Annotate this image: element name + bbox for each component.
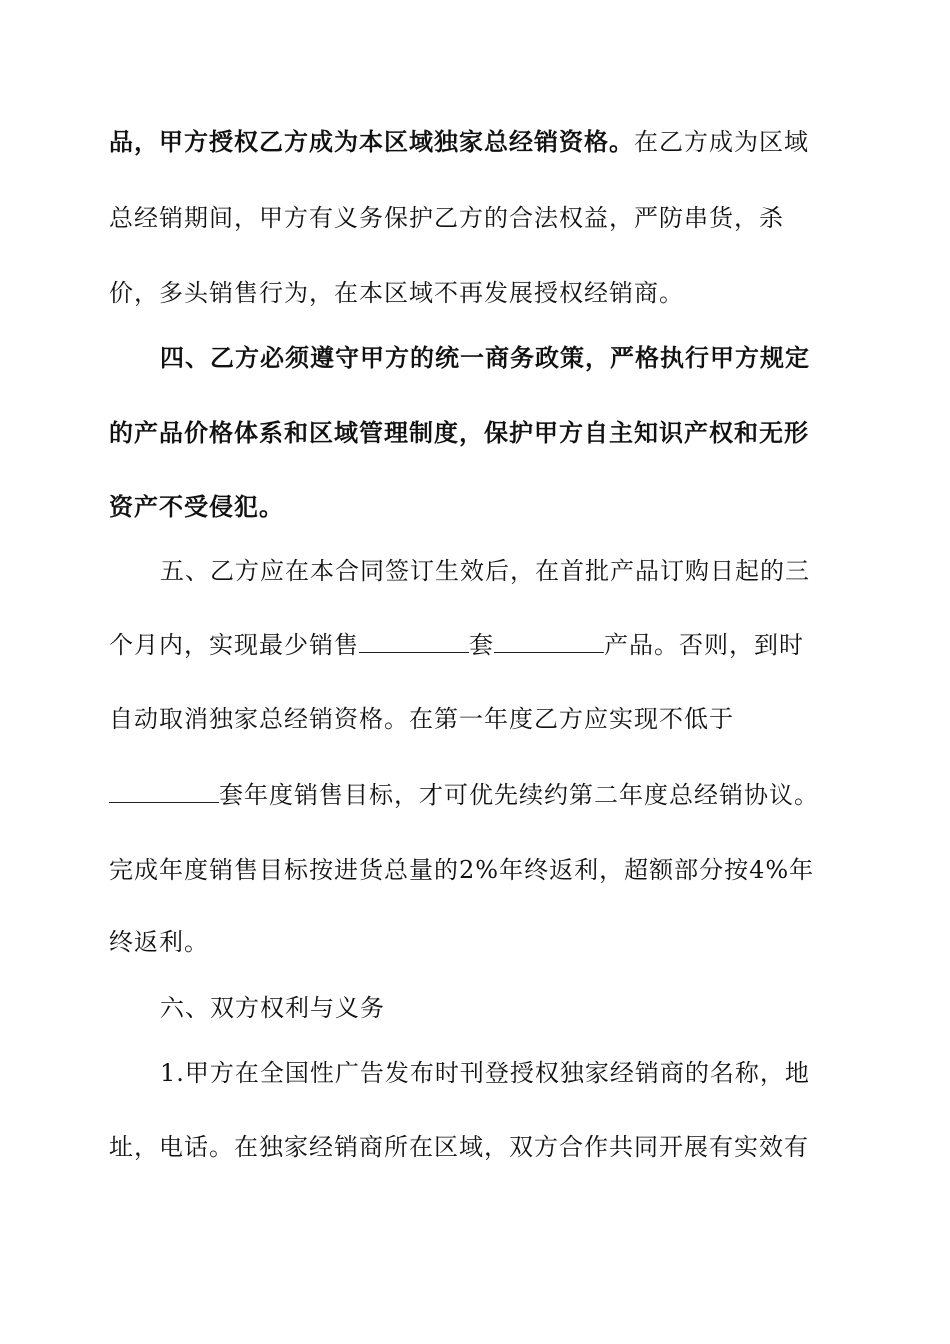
clause-five-line-2: [109, 630, 804, 660]
clause-five-line-6: 终返利。: [109, 928, 209, 956]
paragraph-line-3: 价，多头销售行为，在本区域不再发展授权经销商。: [109, 279, 684, 307]
paragraph-line-2: 总经销期间，甲方有义务保护乙方的合法权益，严防串货，杀: [109, 204, 784, 232]
text-segment: 产品。否则，到时: [604, 631, 804, 659]
item-one-line-2: 址，电话。在独家经销商所在区域，双方合作共同开展有实效有: [109, 1133, 809, 1161]
text-segment: 套: [469, 631, 494, 659]
fill-in-blank[interactable]: [494, 630, 604, 653]
clause-four-line-1: 四、乙方必须遵守甲方的统一商务政策，严格执行甲方规定: [160, 343, 810, 372]
text-segment: 个月内，实现最少销售: [109, 631, 359, 659]
clause-five-line-5: 完成年度销售目标按进货总量的2%年终返利，超额部分按4%年: [109, 856, 815, 884]
clause-five-line-3: 自动取消独家总经销资格。在第一年度乙方应实现不低于: [109, 705, 734, 733]
bold-text: 品，甲方授权乙方成为本区域独家总经销资格。: [109, 127, 634, 156]
paragraph-line-1: [109, 127, 809, 157]
clause-five-line-4: [109, 780, 819, 810]
item-one-line-1: 1.甲方在全国性广告发布时刊登授权独家经销商的名称，地: [160, 1059, 810, 1087]
clause-four-line-2: 的产品价格体系和区域管理制度，保护甲方自主知识产权和无形: [109, 418, 809, 447]
text-segment: 套年度销售目标，才可优先续约第二年度总经销协议。: [219, 781, 819, 809]
fill-in-blank[interactable]: [359, 630, 469, 653]
clause-five-line-1: 五、乙方应在本合同签订生效后，在首批产品订购日起的三: [160, 557, 810, 585]
section-six-heading: 六、双方权利与义务: [160, 994, 385, 1022]
normal-text: 在乙方成为区域: [634, 128, 809, 156]
fill-in-blank[interactable]: [109, 780, 219, 803]
clause-four-line-3: 资产不受侵犯。: [109, 492, 284, 521]
